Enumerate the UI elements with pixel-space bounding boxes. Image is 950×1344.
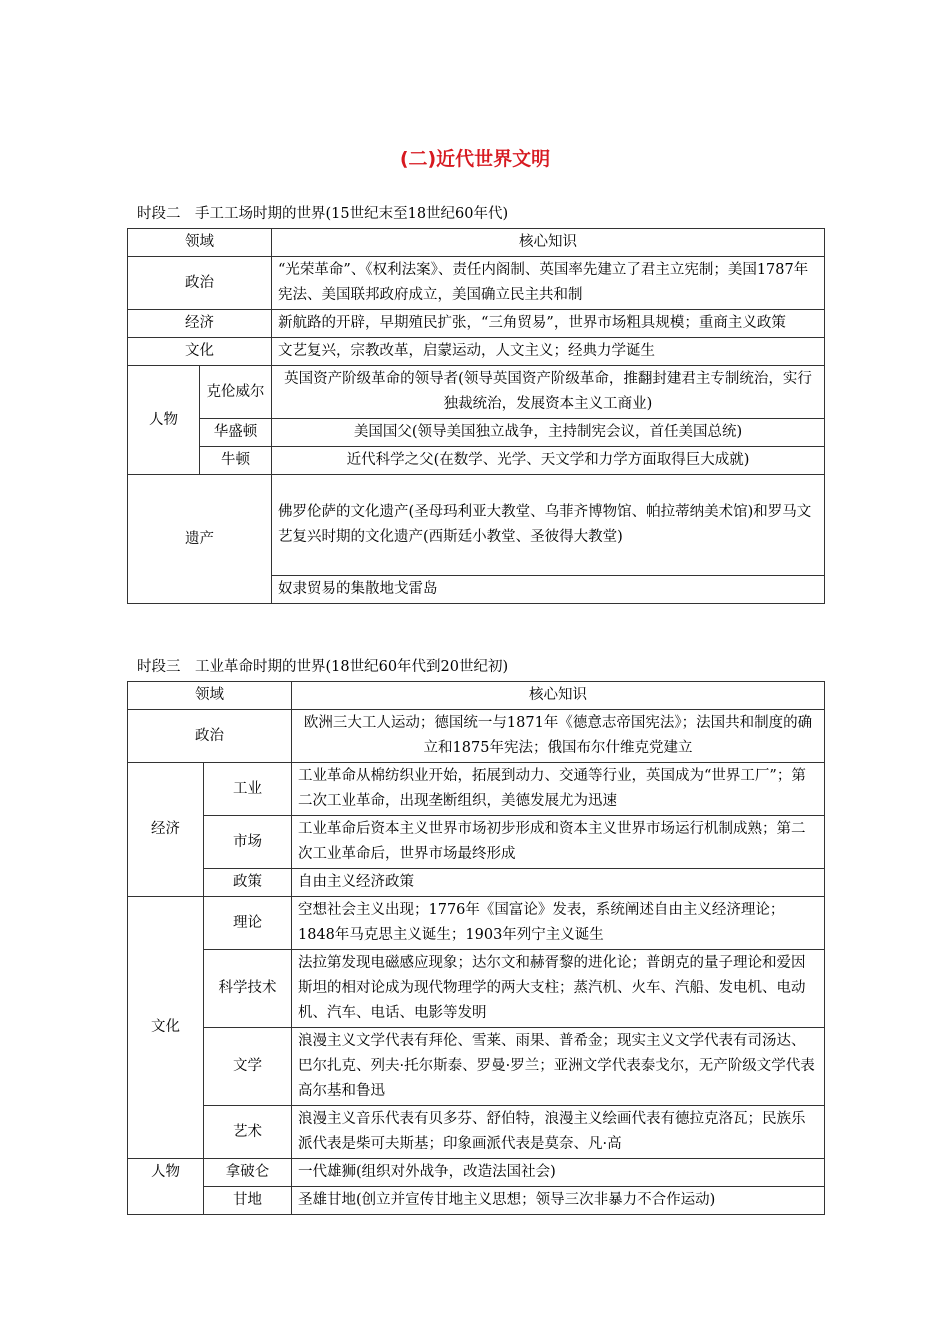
sub-text: 工业革命后资本主义世界市场初步形成和资本主义世界市场运行机制成熟；第二次工业革命后，世界市场最终形成 xyxy=(292,816,825,869)
row-label-culture: 文化 xyxy=(128,338,272,366)
table-row xyxy=(128,897,825,950)
header-knowledge: 核心知识 xyxy=(272,229,825,257)
table-row xyxy=(128,310,825,338)
row-label-politics: 政治 xyxy=(128,257,272,310)
table-header-row xyxy=(128,229,825,257)
sub-text: 浪漫主义文学代表有拜伦、雪莱、雨果、普希金；现实主义文学代表有司汤达、巴尔扎克、列夫·托尔斯泰、罗曼·罗兰；亚洲文学代表泰戈尔，无产阶级文学代表高尔基和鲁迅 xyxy=(292,1028,825,1106)
person-text: 圣雄甘地(创立并宣传甘地主义思想；领导三次非暴力不合作运动) xyxy=(292,1187,825,1215)
table-row xyxy=(128,1159,825,1187)
row-text-culture: 文艺复兴，宗教改革，启蒙运动，人文主义；经典力学诞生 xyxy=(272,338,825,366)
section2-table xyxy=(127,228,825,604)
row-label-economy: 经济 xyxy=(128,763,204,897)
table-row xyxy=(128,447,825,475)
person-text: 近代科学之父(在数学、光学、天文学和力学方面取得巨大成就) xyxy=(272,447,825,475)
person-name: 华盛顿 xyxy=(200,419,272,447)
row-text-politics: 欧洲三大工人运动；德国统一与1871年《德意志帝国宪法》；法国共和制度的确立和1875年宪法；俄国布尔什维克党建立 xyxy=(292,710,825,763)
sub-label: 理论 xyxy=(204,897,292,950)
sub-text: 法拉第发现电磁感应现象；达尔文和赫胥黎的进化论；普朗克的量子理论和爱因斯坦的相对论成为现代物理学的两大支柱；蒸汽机、火车、汽船、发电机、电动机、汽车、电话、电影等发明 xyxy=(292,950,825,1028)
sub-label: 工业 xyxy=(204,763,292,816)
section2-caption: 时段二 手工工场时期的世界(15世纪末至18世纪60年代) xyxy=(137,206,509,222)
page-title: (二)近代世界文明 xyxy=(399,148,551,170)
person-name: 克伦威尔 xyxy=(200,366,272,419)
section3-table xyxy=(127,681,825,1215)
sub-text: 浪漫主义音乐代表有贝多芬、舒伯特，浪漫主义绘画代表有德拉克洛瓦；民族乐派代表是柴可夫斯基；印象画派代表是莫奈、凡·高 xyxy=(292,1106,825,1159)
sub-text: 空想社会主义出现；1776年《国富论》发表，系统阐述自由主义经济理论；1848年马克思主义诞生；1903年列宁主义诞生 xyxy=(292,897,825,950)
row-text-politics: “光荣革命”、《权利法案》、责任内阁制、英国率先建立了君主立宪制；美国1787年宪法、美国联邦政府成立，美国确立民主共和制 xyxy=(272,257,825,310)
heritage-text-2: 奴隶贸易的集散地戈雷岛 xyxy=(272,576,825,604)
row-label-people: 人物 xyxy=(128,1159,204,1215)
sub-label: 艺术 xyxy=(204,1106,292,1159)
table-row xyxy=(128,475,825,576)
header-field: 领域 xyxy=(128,229,272,257)
sub-text: 工业革命从棉纺织业开始，拓展到动力、交通等行业，英国成为“世界工厂”；第二次工业革命，出现垄断组织，美德发展尤为迅速 xyxy=(292,763,825,816)
person-name: 甘地 xyxy=(204,1187,292,1215)
table-row xyxy=(128,710,825,763)
table-row xyxy=(128,1106,825,1159)
row-label-people: 人物 xyxy=(128,366,200,475)
table-row xyxy=(128,257,825,310)
table-row xyxy=(128,419,825,447)
table-row xyxy=(128,950,825,1028)
table-row xyxy=(128,1028,825,1106)
header-field: 领域 xyxy=(128,682,292,710)
sub-label: 政策 xyxy=(204,869,292,897)
sub-label: 科学技术 xyxy=(204,950,292,1028)
row-label-heritage: 遗产 xyxy=(128,475,272,604)
table-row xyxy=(128,816,825,869)
row-label-economy: 经济 xyxy=(128,310,272,338)
table-row xyxy=(128,763,825,816)
person-name: 牛顿 xyxy=(200,447,272,475)
person-text: 一代雄狮(组织对外战争，改造法国社会) xyxy=(292,1159,825,1187)
row-label-politics: 政治 xyxy=(128,710,292,763)
sub-label: 文学 xyxy=(204,1028,292,1106)
person-name: 拿破仑 xyxy=(204,1159,292,1187)
person-text: 英国资产阶级革命的领导者(领导英国资产阶级革命，推翻封建君主专制统治，实行独裁统治，发展资本主义工商业) xyxy=(272,366,825,419)
table-header-row xyxy=(128,682,825,710)
sub-label: 市场 xyxy=(204,816,292,869)
section3-caption: 时段三 工业革命时期的世界(18世纪60年代到20世纪初) xyxy=(137,659,509,675)
table-row xyxy=(128,869,825,897)
row-text-economy: 新航路的开辟，早期殖民扩张，“三角贸易”，世界市场粗具规模；重商主义政策 xyxy=(272,310,825,338)
header-knowledge: 核心知识 xyxy=(292,682,825,710)
table-row xyxy=(128,338,825,366)
row-label-culture: 文化 xyxy=(128,897,204,1159)
heritage-text-1: 佛罗伦萨的文化遗产(圣母玛利亚大教堂、乌菲齐博物馆、帕拉蒂纳美术馆)和罗马文艺复兴时期的文化遗产(西斯廷小教堂、圣彼得大教堂) xyxy=(272,475,825,576)
table-row xyxy=(128,366,825,419)
sub-text: 自由主义经济政策 xyxy=(292,869,825,897)
table-row xyxy=(128,1187,825,1215)
person-text: 美国国父(领导美国独立战争，主持制宪会议，首任美国总统) xyxy=(272,419,825,447)
